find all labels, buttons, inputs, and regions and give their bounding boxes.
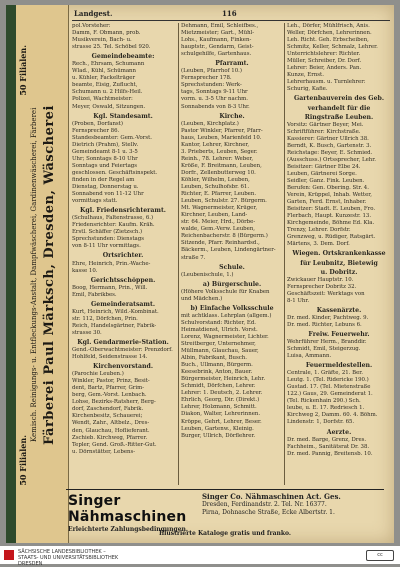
text-line: Kassierer: Gärtner Ullrich 38. bbox=[287, 135, 369, 142]
text-line: finden in der Regel am bbox=[72, 176, 135, 183]
text-line: Kirchner, Leuben, Land- bbox=[181, 212, 248, 219]
section-heading: Kirche. bbox=[219, 112, 245, 120]
text-line: (Leubenischule, 1.) bbox=[181, 271, 234, 278]
section-heading: u. Dobritz. bbox=[320, 268, 358, 276]
text-line: str. 64. Meier, Hrd., Dörbe- bbox=[181, 219, 256, 226]
text-line: Fernsprecher Dobritz 32. bbox=[287, 283, 357, 290]
text-line: Kröße, F. Breitmann, Leuben, bbox=[181, 162, 262, 169]
text-line: Müller, Schreiber, Dr. Dorf. bbox=[287, 58, 362, 65]
text-line: Fernsprecher 178. bbox=[181, 75, 232, 82]
text-line: Leh. Richt. Geh. Erbscheiben, bbox=[287, 37, 369, 44]
text-line: strasse 30. bbox=[72, 329, 102, 336]
section-heading: b) Einfache Volksschule bbox=[190, 304, 274, 312]
text-line: Damm, F. Obmann, prob. bbox=[72, 30, 141, 37]
text-line: vormittags statt. bbox=[72, 198, 118, 205]
text-line: Albin, Fabrikant, Busch. bbox=[181, 355, 247, 362]
text-line: Müllmann, Glauchau, Sauer, bbox=[181, 348, 259, 355]
text-line: Lehrer: 1. Deutsch, 2. Lehrer. bbox=[181, 390, 263, 397]
text-line: Pastor Winkler, Pfarrer, Pfarr- bbox=[181, 127, 263, 134]
text-line: Gemeindeamt 8-1 u. 3-5 bbox=[72, 148, 138, 155]
text-line: Gustad. 17. (Tel. Mietenstraße bbox=[287, 384, 371, 391]
text-line: Leuben, Gartenw., Kleinig. bbox=[181, 425, 254, 432]
ad-title: Singer Nähmaschinen bbox=[68, 493, 187, 525]
text-line: Lindenstr. 1, Dorfstr. 65. bbox=[287, 419, 355, 426]
singer-advertisement bbox=[66, 489, 384, 540]
text-line: Fernsprecher 86. bbox=[72, 127, 120, 134]
text-line: Hohlfeld, Seidenstrasse 14. bbox=[72, 354, 148, 361]
text-line: Meyer, Oswald, Sitzungen. bbox=[72, 103, 146, 110]
text-line: Richter, E. Pfarrer, Leuben. bbox=[181, 191, 257, 198]
text-line: Köhler, Wilhelm, Leuben, bbox=[181, 176, 250, 183]
text-line: walde, Gem.-Verw. Leuben, bbox=[181, 226, 256, 233]
section-heading: Gerichtsschöppen. bbox=[90, 276, 156, 284]
text-line: Lorenz, Wagnermeister, Lichter. bbox=[181, 333, 269, 340]
text-line: Dr. med. Richter, Lebuns 6. bbox=[287, 321, 362, 328]
text-line: Geschäftszeit: Werktags von bbox=[287, 290, 365, 297]
section-heading: Gemeindebeamte: bbox=[91, 53, 155, 61]
ad-subtitle: Erleichterte Zahlungsbedingungen. bbox=[68, 526, 188, 533]
section-heading: Wiegen. Ortskrankenkasse bbox=[292, 250, 386, 258]
ad-company: Singer Co. Nähmaschinen Act. Ges. bbox=[202, 492, 341, 501]
ad-left-block bbox=[68, 493, 198, 533]
text-line: Ehrlich, Georg, Dir. (Direkt.) bbox=[181, 397, 260, 404]
library-footer bbox=[0, 546, 400, 567]
library-line-3: DRESDEN bbox=[18, 561, 43, 567]
text-line: pol.Vorsteher: bbox=[72, 23, 111, 29]
text-line: Dienstag, Donnerstag u. bbox=[72, 184, 139, 191]
text-line: Sprechstunden: Dienstags bbox=[72, 236, 144, 243]
text-line: Boog, Hermann, Prin., Will. bbox=[72, 284, 148, 291]
section-heading: Pfarramt. bbox=[215, 60, 249, 68]
ad-address-2: Pirna, Dohnasche Straße, Ecke Albertstr. 1. bbox=[202, 509, 335, 516]
text-line: geschlossen. Geschäftsinspekt. bbox=[72, 169, 158, 176]
text-line: Streitberger, Unternehmer, bbox=[181, 341, 256, 348]
section-heading: Kirchenvorstand. bbox=[92, 363, 153, 371]
text-line: Schurig, Kafie. bbox=[287, 86, 328, 93]
text-line: Sprechstunden: Werk- bbox=[181, 82, 242, 89]
text-line: Sonntags und Feiertags bbox=[72, 162, 138, 169]
filialen-label-bottom: 50 Filialen. bbox=[18, 435, 28, 486]
band-subtext: Kemisch. Reinigungs- u. Entfleckungs-Anstalt, Dampfwäscherei, Gardinenwäscherei, Färberei bbox=[30, 107, 38, 443]
text-line: Zschieb. Kirchweg, Pfarrer. bbox=[72, 434, 148, 441]
section-heading: Aerzte. bbox=[326, 428, 352, 436]
text-line: hauptstr., Gendarm, Geist- bbox=[181, 44, 254, 51]
text-line: Lohs., Kaufmann, Finken- bbox=[181, 37, 252, 44]
text-line: Sonnabend von 11-12 Uhr bbox=[72, 191, 144, 198]
section-heading: verhandelt für die bbox=[307, 104, 371, 112]
text-line: Flerbach, Haupt. Kunzestr. 13. bbox=[287, 213, 372, 220]
cc-license-icon[interactable]: cc bbox=[366, 550, 394, 561]
text-line: Dietrich (Prahm), Stellv. bbox=[72, 141, 139, 148]
text-line: (Ausschuss.) Ortssprecher, Lehr. bbox=[287, 156, 376, 163]
text-line: Vorsitz: Gärtner Beyer, Mei. bbox=[287, 121, 364, 128]
text-line: Friedensrichter: Kaufm. Kräh. bbox=[72, 222, 155, 229]
text-line: dorf, Zaschendorf, Fabrik. bbox=[72, 406, 144, 413]
section-heading: Gemeinderatsamt. bbox=[91, 300, 155, 308]
text-line: Weller, Dörfchen, Lehrerinnen. bbox=[287, 30, 372, 37]
section-heading: a) Bürgerschule. bbox=[202, 280, 262, 288]
text-line: Lehrer, Holzmann, Schmitt. bbox=[181, 404, 257, 411]
ad-address-1: Dresden, Ferdinandstr. 2. Tel. Nr. 16377. bbox=[202, 501, 327, 508]
text-line: Lohse, Bezirks-Ratsherr, Berg- bbox=[72, 399, 156, 406]
text-line: (Tel. Rickenhain 290.) Sch. bbox=[287, 398, 361, 405]
text-line: Berndt, K. Busch, Gartenstr. 3. bbox=[287, 142, 372, 149]
text-line: straße 7. bbox=[181, 254, 206, 261]
directory-page bbox=[6, 5, 394, 543]
text-line: Diakon, Walter, Lehrerinnen. bbox=[181, 411, 261, 418]
text-line: Bäckerm., Leuben, Lindengärtner- bbox=[181, 247, 276, 254]
page-header bbox=[72, 9, 390, 19]
filialen-label-top: 50 Filialen. bbox=[18, 45, 28, 96]
text-line: Wlad., Kühl, Schümann bbox=[72, 68, 136, 75]
ad-catalog-note: Illustrierte Kataloge gratis und franko. bbox=[158, 530, 292, 537]
text-line: u. Kühler, Fackelträger bbox=[72, 75, 136, 82]
text-line: Garten, Ferd. Ernst, Inhaber. bbox=[287, 199, 367, 206]
text-line: Luisa, Ammann. bbox=[287, 353, 332, 360]
text-line: Unterrichtslehrer: Richter. bbox=[287, 51, 361, 58]
text-line: Dehmann, Emil, Schleifbes., bbox=[181, 23, 259, 29]
text-line: Mt. Wagnermeister, Krüger, bbox=[181, 205, 258, 212]
text-line: Emil, Fabrikbes. bbox=[72, 291, 117, 298]
text-line: leube, u. E. 17. Redriesch 1. bbox=[287, 405, 365, 412]
section-heading: für Leubnitz, Bietewig bbox=[300, 259, 378, 267]
text-line: Leutg. 1. (Tel. Ridericke 190.) bbox=[287, 377, 369, 384]
section-heading: Kgl. Friedensrichteramt. bbox=[80, 207, 166, 215]
text-line: Uhr; Sonntags 8-10 Uhr bbox=[72, 155, 138, 162]
text-line: 8-1 Uhr. bbox=[287, 297, 310, 304]
text-line: Reichstage: Beyer, E. Schmied. bbox=[287, 149, 373, 156]
text-line: Reich, Handelsgärtner, Fabrik- bbox=[72, 322, 157, 329]
text-line: vorm. u. 3-5 Uhr nachm. bbox=[181, 96, 249, 103]
text-line: (Höhere Volksschule für Knaben bbox=[181, 288, 270, 295]
text-line: Beisitzer: Gärtner Elbe 24. bbox=[287, 163, 361, 170]
header-rule bbox=[72, 20, 390, 21]
text-line: Buch., Ullmann, Bürgerm. bbox=[181, 362, 253, 369]
text-line: Schmitz, Keller, Schmalz, Lehrer. bbox=[287, 44, 378, 51]
text-line: 122.) Gaus, 29. Gemeinderat 1. bbox=[287, 391, 373, 398]
text-line: Schulvorstand: Richter, Ed. bbox=[181, 319, 256, 326]
text-line: schulgehilfe, Gartenhaus. bbox=[181, 51, 252, 58]
text-line: Heimatdienst, Ulrich. Vorst. bbox=[181, 326, 258, 333]
text-line: Grenzweg, u. Rüdiger, Ratsgärt. bbox=[287, 234, 376, 241]
text-line: Mietzmeister; Gart., Mühl- bbox=[181, 30, 255, 37]
text-line: Schumann u. 2 Hilfs-Heil. bbox=[72, 89, 143, 96]
text-line: Leuben, Schulstr. 27. Bürgerm. bbox=[181, 198, 267, 205]
text-line: Dr. med. Kinder, Pachtweg. 9. bbox=[287, 314, 369, 321]
text-line: kasse 10. bbox=[72, 267, 98, 274]
text-line: Lehrerhausm. u. Turnlehrer: bbox=[287, 79, 366, 86]
text-line: Berufen: Gen. Obering. Str. 4. bbox=[287, 185, 369, 192]
page-content bbox=[72, 9, 390, 487]
section-heading: Schule. bbox=[219, 263, 245, 271]
text-line: Centrale, 1. Gräfte, 21. Ber. bbox=[287, 370, 363, 377]
library-line-1: SÄCHSISCHE LANDESBIBLIOTHEK – bbox=[18, 549, 106, 555]
section-heading: Ringstraße Leuben. bbox=[304, 113, 374, 121]
text-line: Erstl. Schäffer (Zietzsch.) bbox=[72, 229, 143, 236]
text-line: Verein, Krüppel, Inhab. Wetter, bbox=[287, 192, 372, 199]
text-line: Märtens, 3. Dem. Dorf. bbox=[287, 241, 350, 248]
text-line: den, Glauchau, Hoflieferant. bbox=[72, 427, 150, 434]
text-line: Winkler, Pastor, Prinz, Besit- bbox=[72, 378, 150, 385]
text-line: u. Dörnstätter, Lebens- bbox=[72, 448, 136, 455]
text-line: Dr. med. Barge, Grenz, Dres. bbox=[287, 436, 367, 443]
text-line: Schmidt, Dörfchen, Lehrer. bbox=[181, 383, 256, 390]
text-line: Ehre, Heinrich, Prin.-Wache- bbox=[72, 260, 151, 267]
section-heading: Ortsrichter. bbox=[102, 252, 144, 260]
text-line: (Proben, Dorfanst) bbox=[72, 120, 123, 127]
section-heading: Kgl. Standesamt. bbox=[93, 112, 153, 120]
text-line: Sonnabends von 8-3 Uhr. bbox=[181, 103, 250, 110]
text-line: str. 112, Dörfchen, Prin. bbox=[72, 315, 138, 322]
text-line: Wehrführer Herm., Branddir. bbox=[287, 338, 367, 345]
text-line: Kantor, Lehrer, Kirchner, bbox=[181, 141, 250, 148]
text-line: Kirchenbesitz, Schauerei; bbox=[72, 413, 143, 420]
text-line: Dr. med. Pannig, Breitensb. 10. bbox=[287, 450, 373, 457]
text-line: berg, Gem.-Vorst. Lenbach. bbox=[72, 392, 147, 399]
text-line: Standesbeamter: Gem.-Vorst. bbox=[72, 134, 152, 141]
text-line: (Leuben, Pfarrhof 10.) bbox=[181, 68, 242, 75]
binding-strip bbox=[6, 5, 16, 543]
text-line: dent, Bartz, Pfarrer, Grim- bbox=[72, 385, 145, 392]
text-line: und Mädchen.) bbox=[181, 295, 223, 302]
running-header: Landgest. bbox=[74, 9, 113, 18]
text-line: Beisitzer: Stadt. E. Leuben, Fro. bbox=[287, 206, 376, 213]
text-line: tags, Sonntags 9-11 Uhr bbox=[181, 89, 248, 96]
section-heading: Kassenärzte. bbox=[316, 306, 362, 314]
text-line: 3. Prieberts, Leuben, Seger. bbox=[181, 148, 258, 155]
text-line: Zwickauer Hauptstr. 10. bbox=[287, 276, 354, 283]
page-number: 116 bbox=[222, 9, 237, 18]
text-line: Rech., Ehrsam, Schumann bbox=[72, 61, 145, 68]
text-line: Leh., Dörfer, Mühlfrisch, Anis. bbox=[287, 23, 370, 29]
text-line: Tepler, Gend. Groß.-Ritter-Gut. bbox=[72, 441, 157, 448]
text-line: Wendt, Zahr., Altbelz., Dres- bbox=[72, 420, 150, 427]
text-line: Seidler, Ganz. Fink. Leuben. bbox=[287, 177, 365, 184]
text-line: Sitzende, Pfarr. Reinhardsd., bbox=[181, 240, 260, 247]
text-line: Reichenbacherstr. 8 (Bürgerm.) bbox=[181, 233, 268, 240]
text-line: Fachheim., Sanitätsrat Dr. 38. bbox=[287, 443, 370, 450]
library-line-2: STAATS- UND UNIVERSITÄTSBIBLIOTHEK bbox=[18, 555, 119, 561]
text-line: Polizei, Wachtmeister: bbox=[72, 96, 133, 103]
text-line: Keesebrink, Anton, Bauer. bbox=[181, 369, 253, 376]
text-line: haus, Leuben, Marienfeld 10. bbox=[181, 134, 262, 141]
text-line: Reinh., 78. Lehrer: Weber, bbox=[181, 155, 254, 162]
section-heading: Feuermeldestellen. bbox=[305, 362, 373, 370]
text-line: (Leuben, Kirchplatz.) bbox=[181, 120, 239, 127]
text-line: Dorfr., Zellenbutterweg 10. bbox=[181, 169, 256, 176]
text-line: Kurt, Heinrich, Wild.-Kombinat. bbox=[72, 308, 159, 315]
text-line: Bürgermeister, Heinrich, Lehr. bbox=[181, 376, 266, 383]
text-line: Musikverein, Bach- u. bbox=[72, 37, 132, 44]
library-name bbox=[18, 549, 118, 567]
text-line: Leuben, Schulhofsbr. 61. bbox=[181, 184, 250, 191]
text-line: Burger, Ullrich, Dörflehrer. bbox=[181, 432, 256, 439]
text-line: Schmidt, Emil, Steigerzug. bbox=[287, 346, 361, 353]
advertisement-band bbox=[6, 5, 69, 543]
slub-logo-icon bbox=[4, 550, 14, 560]
text-column-3 bbox=[284, 23, 391, 485]
text-column-1 bbox=[72, 23, 174, 485]
text-line: von 8-11 Uhr vormittags. bbox=[72, 243, 141, 250]
section-heading: Freiw. Feuerwehr. bbox=[308, 330, 370, 338]
text-line: Lehrer: Beier, Anders. Pan. bbox=[287, 65, 362, 72]
text-line: (Parochie Leuben.) bbox=[72, 371, 124, 378]
text-line: Kunze, Ernst. bbox=[287, 72, 324, 79]
text-line: Kirchweg 2, Damm. 60. 4. Böhm. bbox=[287, 412, 378, 419]
text-line: Kröppe, Gehrt, Lehrer, Beser. bbox=[181, 418, 262, 425]
text-line: Gend.-Oberwachtmeister: Prenzdorf. bbox=[72, 347, 173, 354]
text-line: Schriftführer: Kirchstraße. bbox=[287, 128, 361, 135]
text-line: beamte, Eisig, Zuflucht, bbox=[72, 82, 138, 89]
text-line: strasse 25. Tel. Schöbel 920. bbox=[72, 44, 151, 51]
ad-right-block bbox=[202, 493, 384, 517]
section-heading: Gartenbauverein des Geb. bbox=[293, 95, 384, 103]
text-line: Leuben, Gärtnerei Sorge. bbox=[287, 170, 357, 177]
text-line: mit achtklass. Lehrplan (allgem.) bbox=[181, 312, 272, 319]
text-line: Trenzy, Lehrer. Dorfstr. bbox=[287, 227, 351, 234]
text-line: (Schulhaus, Faltenstrasse, 6.) bbox=[72, 215, 154, 222]
section-heading: Kgl. Gendarmerie-Station. bbox=[77, 338, 169, 346]
text-line: Kirchgemeinde, Böhme Ed. Kla. bbox=[287, 220, 375, 227]
text-column-2 bbox=[178, 23, 283, 485]
band-main-text: Färberei Paul Märksch, Dresden, Wäscherei bbox=[42, 105, 57, 445]
